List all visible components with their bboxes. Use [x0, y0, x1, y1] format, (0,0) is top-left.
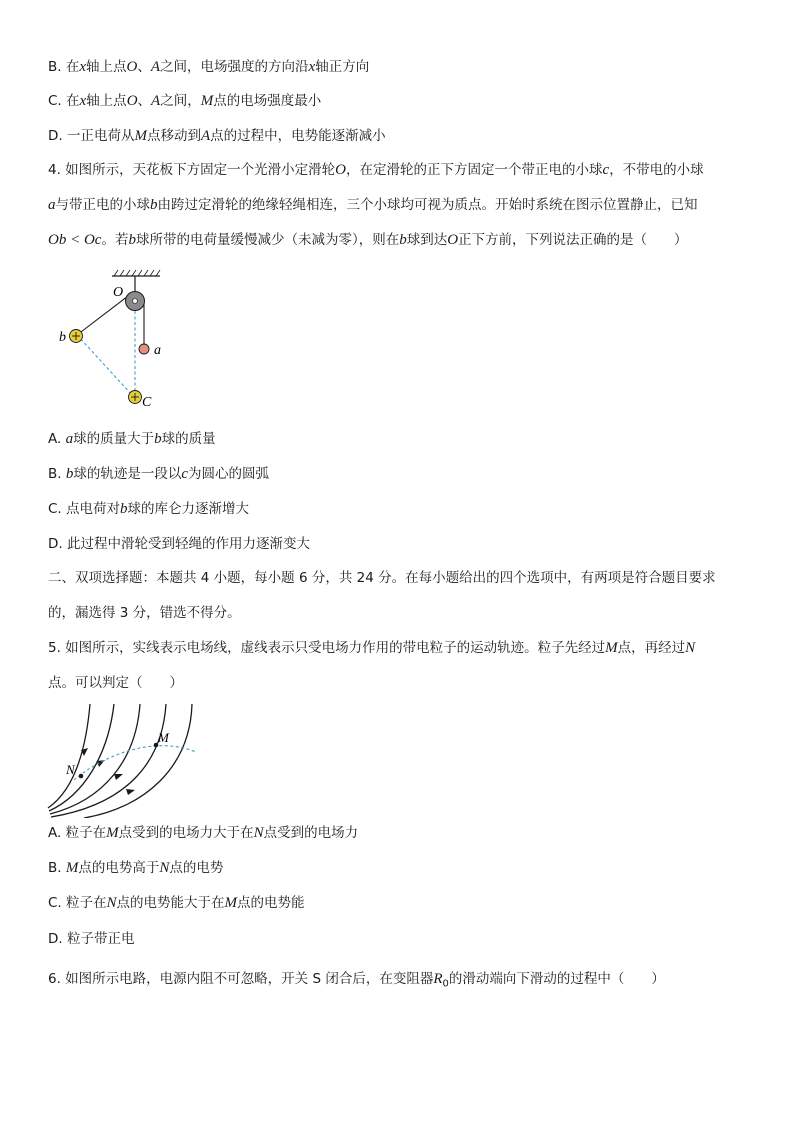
ball-a — [139, 344, 149, 354]
dashed-b-to-c — [77, 335, 133, 396]
label-o: O — [113, 285, 124, 300]
ceiling-hatch — [114, 270, 160, 276]
section-2-heading-line-2: 的，漏选得 3 分，错选不得分。 — [48, 605, 241, 621]
electric-field-lines — [48, 704, 192, 818]
q5-field-lines-figure — [44, 700, 204, 818]
label-n: N — [66, 762, 75, 777]
label-b: b — [59, 330, 66, 345]
label-a: a — [154, 343, 161, 358]
q5-option-a: A. 粒子在M点受到的电场力大于在N点受到的电场力 — [48, 825, 359, 841]
q4-stem-line-2: a与带正电的小球b由跨过定滑轮的绝缘轻绳相连，三个小球均可视为质点。开始时系统在图示位置静止，已知 — [48, 197, 698, 213]
rope-to-b — [77, 296, 128, 335]
q4-option-d: D. 此过程中滑轮受到轻绳的作用力逐渐变大 — [48, 536, 310, 552]
q5-option-d: D. 粒子带正电 — [48, 931, 135, 947]
section-2-heading-line-1: 二、双项选择题：本题共 4 小题，每小题 6 分，共 24 分。在每小题给出的四个选项中，有两项是符合题目要求 — [48, 570, 716, 586]
q3-option-c: C. 在x轴上点O、A之间，M点的电场强度最小 — [48, 93, 322, 109]
q4-option-b: B. b球的轨迹是一段以c为圆心的圆弧 — [48, 466, 270, 482]
q4-stem-line-1: 4. 如图所示，天花板下方固定一个光滑小定滑轮O，在定滑轮的正下方固定一个带正电的小球c，不带电的小球 — [48, 162, 704, 178]
q4-pulley-figure — [50, 265, 180, 415]
q3-option-d: D. 一正电荷从M点移动到A点的过程中，电势能逐渐减小 — [48, 128, 386, 144]
q4-option-c: C. 点电荷对b球的库仑力逐渐增大 — [48, 501, 250, 517]
label-m: M — [158, 730, 169, 745]
particle-trajectory — [74, 746, 196, 780]
label-c: C — [142, 395, 152, 410]
point-n — [79, 774, 84, 779]
q6-stem-line-1: 6. 如图所示电路，电源内阻不可忽略，开关 S 闭合后，在变阻器$R_0$的滑动端向下滑动的过程中（ ） — [48, 971, 665, 990]
q5-stem-line-1: 5. 如图所示，实线表示电场线，虚线表示只受电场力作用的带电粒子的运动轨迹。粒子先经过M点，再经过N — [48, 640, 696, 656]
q4-stem-line-3: Ob < Oc。若b球所带的电荷量缓慢减少（未减为零），则在b球到达O正下方前，下列说法正确的是（ ） — [48, 232, 688, 248]
pulley-axle — [133, 299, 138, 304]
q5-option-c: C. 粒子在N点的电势能大于在M点的电势能 — [48, 895, 305, 911]
q3-option-b: B. 在x轴上点O、A之间，电场强度的方向沿x轴正方向 — [48, 59, 370, 75]
q5-stem-line-2: 点。可以判定（ ） — [48, 675, 183, 691]
q5-option-b: B. M点的电势高于N点的电势 — [48, 860, 224, 876]
q4-option-a: A. a球的质量大于b球的质量 — [48, 431, 216, 447]
